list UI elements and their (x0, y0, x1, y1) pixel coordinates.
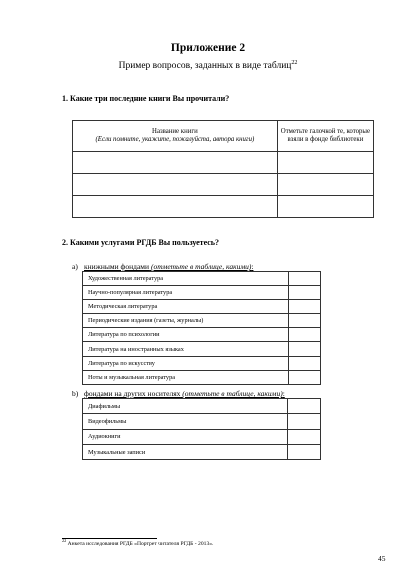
subquestion-a-label (84, 262, 253, 271)
table-row (83, 286, 321, 300)
table-row (83, 414, 321, 429)
table-row (83, 300, 321, 314)
media-label: Музыкальные записи (83, 444, 288, 459)
subquestion-b (72, 389, 285, 398)
header-book-author-hint: (Если помните, укажите, пожалуйста, автора книги) (95, 136, 255, 143)
fund-check-cell[interactable] (288, 272, 321, 286)
book-check-cell[interactable] (277, 196, 373, 218)
question-2-text: 2. Какими услугами РГДБ Вы пользуетесь? (62, 238, 220, 247)
table-row (83, 444, 321, 459)
fund-check-cell[interactable] (288, 286, 321, 300)
book-name-cell[interactable] (73, 196, 278, 218)
fund-label: Ноты и музыкальная литература (83, 370, 289, 384)
subquestion-b-label (84, 389, 285, 398)
fund-label: Методическая литература (83, 300, 289, 314)
footnote-text: Анкета исследования РГДБ «Портрет читателя РГДБ - 2013». (67, 541, 214, 547)
fund-label: Литература по психологии (83, 328, 289, 342)
table-row (83, 328, 321, 342)
subquestion-b-colon: : (282, 389, 285, 398)
table-row (83, 370, 321, 384)
subquestion-b-label-text: фондами на других носителях (84, 389, 181, 398)
fund-check-cell[interactable] (288, 370, 321, 384)
fund-check-cell[interactable] (288, 356, 321, 370)
table-row (83, 272, 321, 286)
fund-label: Художественная литература (83, 272, 289, 286)
footnote-divider (62, 538, 157, 539)
fund-label: Литература на иностранных языках (83, 342, 289, 356)
media-check-cell[interactable] (288, 414, 321, 429)
books-table-row (73, 196, 374, 218)
subquestion-a (72, 262, 253, 271)
subtitle-footnote-ref: 22 (291, 59, 298, 66)
media-label: Видеофильмы (83, 414, 288, 429)
subquestion-a-hint: (отметьте в таблице, какими) (150, 262, 252, 271)
fund-check-cell[interactable] (288, 328, 321, 342)
media-funds-table (82, 398, 321, 460)
footnote-number: 22 (62, 538, 67, 544)
subtitle-text: Пример вопросов, заданных в виде таблиц (118, 61, 292, 71)
subquestion-b-hint: (отметьте в таблице, какими) (182, 389, 283, 398)
media-check-cell[interactable] (288, 429, 321, 444)
page-number: 45 (378, 554, 386, 563)
table-row (83, 429, 321, 444)
appendix-title: Приложение 2 (170, 42, 246, 54)
book-funds-table (82, 271, 321, 385)
fund-label: Научно-популярная литература (83, 286, 289, 300)
subquestion-a-letter: a) (72, 262, 78, 271)
table-row (83, 342, 321, 356)
fund-check-cell[interactable] (288, 300, 321, 314)
fund-label: Литература по искусству (83, 356, 289, 370)
books-table (72, 120, 374, 218)
table-row (83, 399, 321, 414)
table-row (83, 356, 321, 370)
subquestion-a-colon: : (251, 262, 254, 271)
fund-label: Периодические издания (газеты, журналы) (83, 314, 289, 328)
fund-check-cell[interactable] (288, 314, 321, 328)
books-table-header-check: Отметьте галочкой те, которые взяли в фонде библиотеки (277, 121, 373, 152)
books-table-header-title (73, 121, 278, 152)
header-book-name: Название книги (152, 127, 198, 135)
fund-check-cell[interactable] (288, 342, 321, 356)
subquestion-a-label-text: книжными фондами (84, 262, 150, 271)
books-table-row (73, 174, 374, 196)
book-name-cell[interactable] (73, 174, 278, 196)
media-label: Диафильмы (83, 399, 288, 414)
footnote (62, 538, 214, 547)
appendix-subtitle (0, 61, 416, 71)
book-check-cell[interactable] (277, 174, 373, 196)
media-check-cell[interactable] (288, 444, 321, 459)
book-check-cell[interactable] (277, 152, 373, 174)
table-row (83, 314, 321, 328)
question-1-text: 1. Какие три последние книги Вы прочитали? (62, 94, 230, 103)
books-table-header (73, 121, 374, 152)
media-label: Аудиокниги (83, 429, 288, 444)
books-table-row (73, 152, 374, 174)
media-check-cell[interactable] (288, 399, 321, 414)
subquestion-b-letter: b) (72, 389, 79, 398)
book-name-cell[interactable] (73, 152, 278, 174)
